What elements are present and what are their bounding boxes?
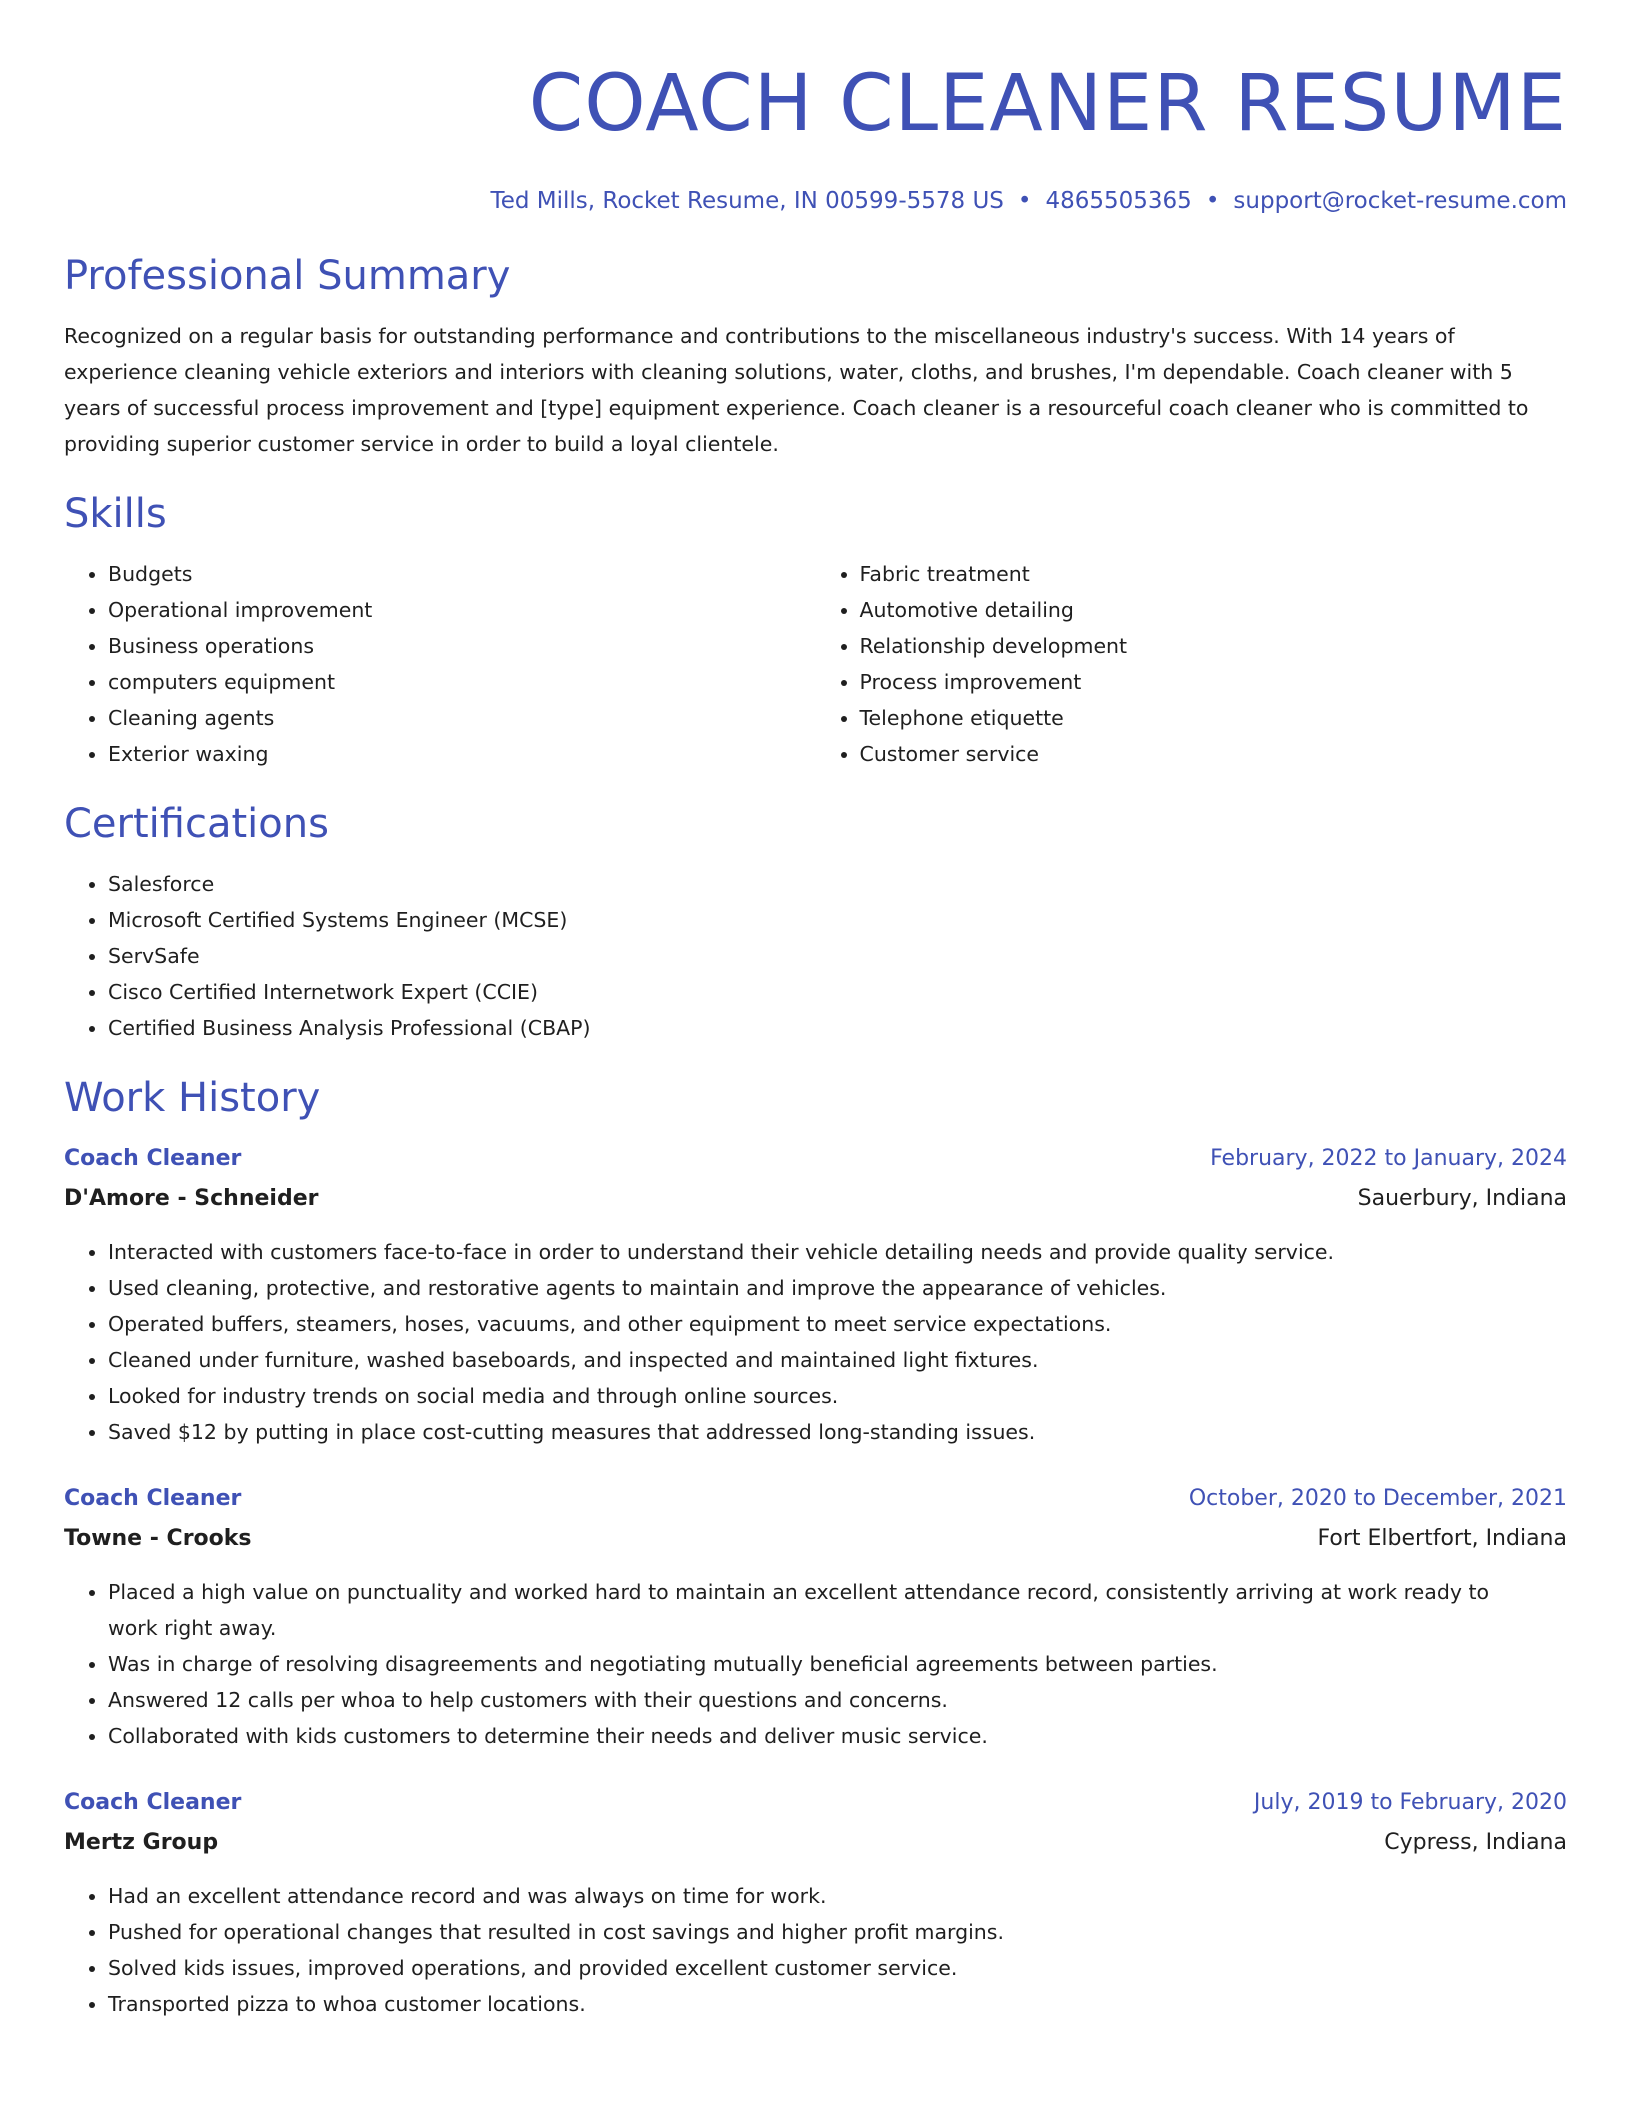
- skill-item: • Operational improvement: [108, 592, 816, 628]
- job-bullet: • Collaborated with kids customers to determine their needs and deliver music service.: [108, 1718, 1567, 1754]
- skill-item: • computers equipment: [108, 664, 816, 700]
- job-header: [64, 1484, 1567, 1514]
- certifications-list: [64, 866, 1567, 1046]
- certification-item: • Microsoft Certified Systems Engineer (MCSE): [108, 902, 1567, 938]
- work-history-heading: Work History: [64, 1075, 321, 1121]
- job-bullet: • Looked for industry trends on social media and through online sources.: [108, 1378, 1567, 1414]
- contact-separator: •: [1205, 188, 1220, 214]
- resume-page: [64, 0, 1567, 2112]
- job-bullet: • Had an excellent attendance record and was always on time for work.: [108, 1878, 1567, 1914]
- job-entry: [64, 1788, 1567, 2022]
- job-title: Coach Cleaner: [64, 1486, 242, 1511]
- job-bullet: • Operated buffers, steamers, hoses, vacuums, and other equipment to meet service expectations.: [108, 1306, 1567, 1342]
- job-company: D'Amore - Schneider: [64, 1186, 319, 1211]
- job-entry: [64, 1484, 1567, 1754]
- skill-item: • Cleaning agents: [108, 700, 816, 736]
- job-dates: February, 2022 to January, 2024: [1210, 1146, 1567, 1171]
- job-company: Towne - Crooks: [64, 1526, 252, 1551]
- skills-column-left: [64, 556, 816, 772]
- certification-item: • ServSafe: [108, 938, 1567, 974]
- job-bullet: • Was in charge of resolving disagreements and negotiating mutually beneficial agreements between parties.: [108, 1646, 1567, 1682]
- resume-title: COACH CLEANER RESUME: [528, 59, 1567, 149]
- skill-item: • Relationship development: [860, 628, 1568, 664]
- job-location: Fort Elbertfort, Indiana: [1317, 1526, 1567, 1551]
- job-location: Cypress, Indiana: [1384, 1830, 1567, 1855]
- job-bullet: • Solved kids issues, improved operations, and provided excellent customer service.: [108, 1950, 1567, 1986]
- job-title: Coach Cleaner: [64, 1146, 242, 1171]
- contact-phone: 4865505365: [1045, 188, 1192, 214]
- skills-heading: Skills: [64, 491, 167, 537]
- summary-text: Recognized on a regular basis for outstanding performance and contributions to the miscellaneous industry's success. With 14 years of experience cleaning vehicle exteriors and interiors with cleaning solutions, water, cloths, and brushes, I'm dependable. Coach cleaner with 5 years of successful process improvement and [type] equipment experience. Coach cleaner is a resourceful coach cleaner who is committed to providing superior customer service in order to build a loyal clientele.: [64, 324, 1529, 456]
- job-subheader: [64, 1174, 1567, 1214]
- job-dates: July, 2019 to February, 2020: [1253, 1790, 1567, 1815]
- job-company: Mertz Group: [64, 1830, 219, 1855]
- skills-list: [64, 556, 1567, 772]
- skill-item: • Automotive detailing: [860, 592, 1568, 628]
- job-subheader: [64, 1818, 1567, 1858]
- job-bullet: • Placed a high value on punctuality and worked hard to maintain an excellent attendance record, consistently arriving at work ready to work right away.: [108, 1574, 1567, 1646]
- skill-item: • Telephone etiquette: [860, 700, 1568, 736]
- contact-email[interactable]: support@rocket-resume.com: [1233, 188, 1567, 214]
- job-subheader: [64, 1514, 1567, 1554]
- job-bullets: [64, 1574, 1567, 1754]
- job-title: Coach Cleaner: [64, 1790, 242, 1815]
- job-bullet: • Saved $12 by putting in place cost-cutting measures that addressed long-standing issues.: [108, 1414, 1567, 1450]
- job-bullets: [64, 1234, 1567, 1450]
- skill-item: • Business operations: [108, 628, 816, 664]
- contact-address: Ted Mills, Rocket Resume, IN 00599-5578 US: [490, 188, 1004, 214]
- job-bullet: • Cleaned under furniture, washed baseboards, and inspected and maintained light fixtures.: [108, 1342, 1567, 1378]
- certification-item: • Certified Business Analysis Professional (CBAP): [108, 1010, 1567, 1046]
- skill-item: • Exterior waxing: [108, 736, 816, 772]
- contact-line: [64, 186, 1567, 216]
- job-bullets: [64, 1878, 1567, 2022]
- certification-item: • Cisco Certified Internetwork Expert (CCIE): [108, 974, 1567, 1010]
- skill-item: • Budgets: [108, 556, 816, 592]
- job-location: Sauerbury, Indiana: [1357, 1186, 1567, 1211]
- job-bullet: • Answered 12 calls per whoa to help customers with their questions and concerns.: [108, 1682, 1567, 1718]
- job-entry: [64, 1144, 1567, 1450]
- job-bullet: • Used cleaning, protective, and restorative agents to maintain and improve the appearance of vehicles.: [108, 1270, 1567, 1306]
- job-dates: October, 2020 to December, 2021: [1188, 1486, 1567, 1511]
- job-bullet: • Interacted with customers face-to-face in order to understand their vehicle detailing needs and provide quality service.: [108, 1234, 1567, 1270]
- certification-item: • Salesforce: [108, 866, 1567, 902]
- skills-column-right: [816, 556, 1568, 772]
- job-header: [64, 1144, 1567, 1174]
- summary-heading: Professional Summary: [64, 253, 511, 299]
- job-header: [64, 1788, 1567, 1818]
- skill-item: • Fabric treatment: [860, 556, 1568, 592]
- skill-item: • Process improvement: [860, 664, 1568, 700]
- job-bullet: • Transported pizza to whoa customer locations.: [108, 1986, 1567, 2022]
- job-bullet: • Pushed for operational changes that resulted in cost savings and higher profit margins.: [108, 1914, 1567, 1950]
- contact-separator: •: [1017, 188, 1032, 214]
- certifications-heading: Certifications: [64, 801, 329, 847]
- skill-item: • Customer service: [860, 736, 1568, 772]
